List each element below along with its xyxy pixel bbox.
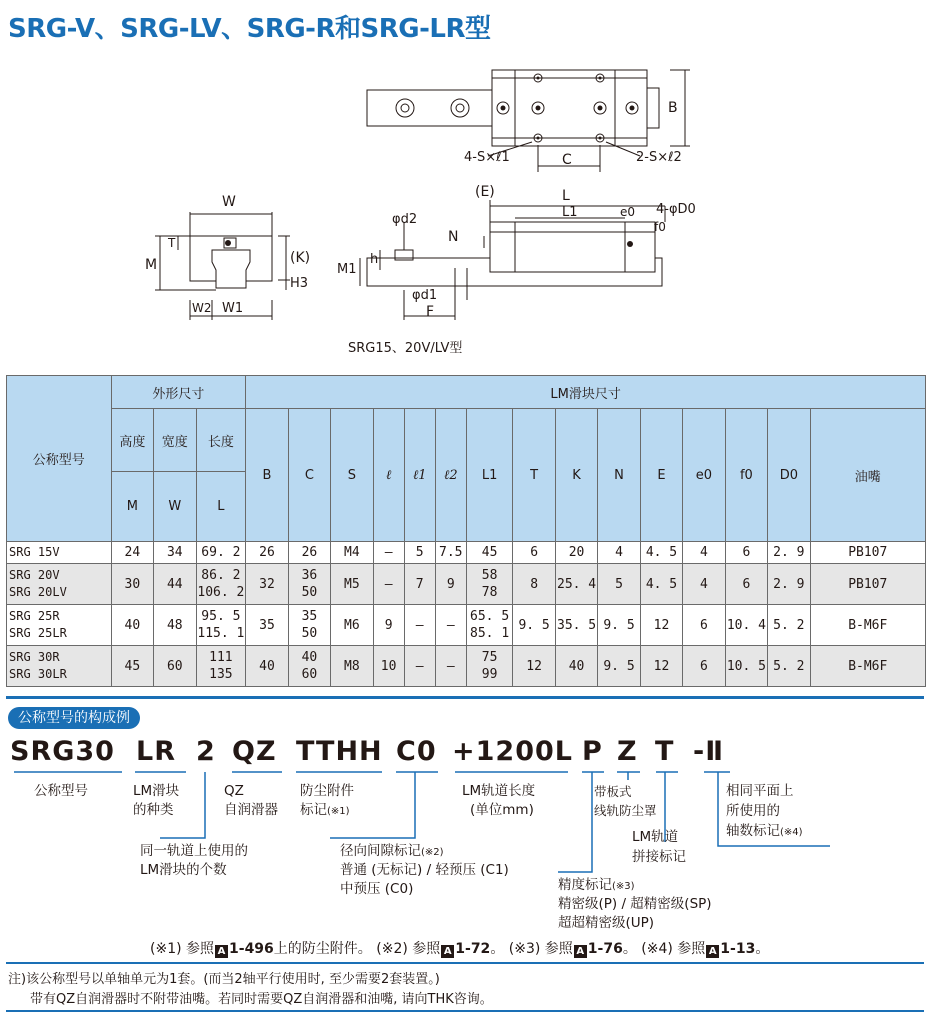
table-cell: 9 bbox=[373, 605, 404, 646]
section-title: 公称型号的构成例 bbox=[8, 707, 140, 729]
label-h: h bbox=[370, 252, 379, 267]
label-p2: 精密级(P) / 超精密级(SP) bbox=[558, 896, 712, 912]
header-col: ℓ2 bbox=[435, 409, 466, 542]
label-tthh-note: (※1) bbox=[327, 806, 350, 817]
label-F: F bbox=[426, 304, 435, 320]
table-cell: 10 bbox=[373, 646, 404, 687]
table-cell: 40 bbox=[246, 646, 288, 687]
header-col: C bbox=[288, 409, 330, 542]
code-part: QZ bbox=[232, 736, 277, 767]
table-cell: 32 bbox=[246, 564, 288, 605]
label-S: 4-S×ℓ1 bbox=[464, 150, 510, 165]
table-cell: 45 bbox=[111, 646, 153, 687]
table-cell: 5 bbox=[404, 542, 435, 564]
table-cell: M5 bbox=[331, 564, 373, 605]
header-col: e0 bbox=[683, 409, 725, 542]
a-icon: A bbox=[441, 945, 454, 958]
header-col: M bbox=[111, 472, 153, 542]
table-cell: 12 bbox=[513, 646, 555, 687]
table-cell: 35 50 bbox=[288, 605, 330, 646]
table-cell: 7.5 bbox=[435, 542, 466, 564]
label-p3: 超超精密级(UP) bbox=[558, 915, 655, 931]
table-cell: — bbox=[373, 542, 404, 564]
ref1-page: 1-496 bbox=[229, 941, 274, 957]
table-cell: 4 bbox=[683, 542, 725, 564]
table-cell: 20 bbox=[555, 542, 597, 564]
label-lr2: 的种类 bbox=[133, 802, 174, 818]
table-cell: 2. 9 bbox=[768, 564, 810, 605]
label-C: C bbox=[562, 152, 572, 168]
table-cell: — bbox=[404, 646, 435, 687]
ref2-suffix: 。 bbox=[490, 941, 505, 957]
a-icon: A bbox=[706, 945, 719, 958]
label-d2: φd2 bbox=[392, 212, 418, 227]
table-cell: 95. 5 115. 1 bbox=[196, 605, 246, 646]
table-cell: 8 bbox=[513, 564, 555, 605]
table-cell: 5 bbox=[598, 564, 640, 605]
label-c01-text: 径向间隙标记 bbox=[340, 843, 421, 859]
cell-model: SRG 20V SRG 20LV bbox=[7, 564, 112, 605]
header-col: K bbox=[555, 409, 597, 542]
header-col: ℓ bbox=[373, 409, 404, 542]
ref4-prefix: (※4) 参照 bbox=[641, 941, 706, 957]
table-cell: 35 bbox=[246, 605, 288, 646]
label-D0: 4-φD0 bbox=[656, 202, 696, 217]
table-cell: 40 60 bbox=[288, 646, 330, 687]
table-cell: 35. 5 bbox=[555, 605, 597, 646]
label-p-note: (※3) bbox=[612, 881, 635, 892]
header-col: D0 bbox=[768, 409, 810, 542]
ref3-prefix: (※3) 参照 bbox=[508, 941, 573, 957]
table-cell: 12 bbox=[640, 646, 682, 687]
a-icon: A bbox=[574, 945, 587, 958]
table-cell: 69. 2 bbox=[196, 542, 246, 564]
label-f0: f0 bbox=[654, 220, 666, 234]
code-part: LR bbox=[136, 736, 176, 767]
cell-model: SRG 15V bbox=[7, 542, 112, 564]
table-cell: 6 bbox=[683, 646, 725, 687]
header-col: ℓ1 bbox=[404, 409, 435, 542]
table-cell: 40 bbox=[111, 605, 153, 646]
table-cell: 4. 5 bbox=[640, 564, 682, 605]
label-c01 bbox=[340, 842, 444, 862]
table-cell: 44 bbox=[154, 564, 196, 605]
label-num1: 同一轨道上使用的 bbox=[140, 843, 248, 859]
header-oil: 油嘴 bbox=[810, 409, 925, 542]
header-col: B bbox=[246, 409, 288, 542]
header-col: T bbox=[513, 409, 555, 542]
table-cell: 2. 9 bbox=[768, 542, 810, 564]
table-cell: 9. 5 bbox=[598, 646, 640, 687]
table-cell: 40 bbox=[555, 646, 597, 687]
table-cell: 26 bbox=[246, 542, 288, 564]
label-z1: 带板式 bbox=[594, 784, 632, 799]
ref2-prefix: (※2) 参照 bbox=[376, 941, 441, 957]
header-col: N bbox=[598, 409, 640, 542]
table-cell: 58 78 bbox=[466, 564, 513, 605]
table-cell: 26 bbox=[288, 542, 330, 564]
table-cell: 10. 4 bbox=[725, 605, 767, 646]
code-part: P bbox=[582, 736, 603, 767]
label-ii-note: (※4) bbox=[780, 827, 803, 838]
table-cell: PB107 bbox=[810, 564, 925, 605]
table-cell: — bbox=[435, 605, 466, 646]
table-cell: 25. 4 bbox=[555, 564, 597, 605]
label-M1: M1 bbox=[337, 262, 357, 277]
header-lm: LM滑块尺寸 bbox=[246, 376, 926, 409]
label-L1: L1 bbox=[562, 205, 578, 220]
label-e0: e0 bbox=[620, 205, 636, 219]
notes-divider bbox=[6, 962, 924, 964]
code-part: C0 bbox=[396, 736, 437, 767]
table-cell: 5. 2 bbox=[768, 646, 810, 687]
label-B: B bbox=[668, 100, 678, 116]
label-c0-note: (※2) bbox=[421, 847, 444, 858]
label-qz1: QZ bbox=[224, 783, 244, 799]
table-cell: 86. 2 106. 2 bbox=[196, 564, 246, 605]
label-ii1: 相同平面上 bbox=[726, 783, 794, 799]
bottom-divider bbox=[6, 1010, 924, 1012]
table-cell: 10. 5 bbox=[725, 646, 767, 687]
code-part: -Ⅱ bbox=[693, 736, 724, 767]
table-cell: 12 bbox=[640, 605, 682, 646]
table-cell: 6 bbox=[725, 542, 767, 564]
ref4-page: 1-13 bbox=[720, 941, 756, 957]
table-cell: 6 bbox=[725, 564, 767, 605]
label-W2: W2 bbox=[192, 301, 212, 315]
table-cell: 6 bbox=[683, 605, 725, 646]
label-p1-text: 精度标记 bbox=[558, 877, 612, 893]
code-part: 2 bbox=[196, 736, 216, 767]
table-cell: 7 bbox=[404, 564, 435, 605]
label-z2: 线轨防尘罩 bbox=[594, 803, 657, 818]
table-cell: 4 bbox=[598, 542, 640, 564]
label-lr1: LM滑块 bbox=[133, 783, 180, 799]
label-ii3-text: 轴数标记 bbox=[726, 823, 780, 839]
table-cell: 65. 5 85. 1 bbox=[466, 605, 513, 646]
table-cell: 75 99 bbox=[466, 646, 513, 687]
label-d1: φd1 bbox=[412, 288, 438, 303]
label-N: N bbox=[448, 229, 459, 245]
table-cell: 34 bbox=[154, 542, 196, 564]
header-width: 宽度 bbox=[154, 409, 196, 472]
table-cell: 5. 2 bbox=[768, 605, 810, 646]
ref1-suffix: 上的防尘附件。 bbox=[273, 941, 372, 957]
header-col: W bbox=[154, 472, 196, 542]
label-t2: 拼接标记 bbox=[632, 849, 686, 865]
table-cell: 36 50 bbox=[288, 564, 330, 605]
table-cell: — bbox=[373, 564, 404, 605]
note-line: 带有QZ自润滑器时不附带油嘴。若同时需要QZ自润滑器和油嘴, 请向THK咨询。 bbox=[30, 992, 493, 1007]
label-tthh2 bbox=[300, 801, 350, 821]
table-cell: 45 bbox=[466, 542, 513, 564]
page-title: SRG-V、SRG-LV、SRG-R和SRG-LR型 bbox=[8, 14, 491, 44]
code-part: Z bbox=[617, 736, 638, 767]
ref3-suffix: 。 bbox=[622, 941, 637, 957]
table-cell: 48 bbox=[154, 605, 196, 646]
cell-model: SRG 30R SRG 30LR bbox=[7, 646, 112, 687]
header-col: E bbox=[640, 409, 682, 542]
label-len1: LM轨道长度 bbox=[462, 783, 536, 799]
label-ii2: 所使用的 bbox=[726, 803, 780, 819]
table-cell: 111 135 bbox=[196, 646, 246, 687]
label-c03: 中预压 (C0) bbox=[340, 881, 414, 897]
ref2-page: 1-72 bbox=[455, 941, 491, 957]
table-cell: 4. 5 bbox=[640, 542, 682, 564]
table-cell: PB107 bbox=[810, 542, 925, 564]
header-col: L bbox=[196, 472, 246, 542]
cell-model: SRG 25R SRG 25LR bbox=[7, 605, 112, 646]
code-part: T bbox=[655, 736, 675, 767]
label-qz2: 自润滑器 bbox=[224, 802, 278, 818]
label-c02: 普通 (无标记) / 轻预压 (C1) bbox=[340, 862, 509, 878]
header-col: L1 bbox=[466, 409, 513, 542]
code-part: TTHH bbox=[296, 736, 383, 767]
table-cell: 4 bbox=[683, 564, 725, 605]
header-height: 高度 bbox=[111, 409, 153, 472]
header-length: 长度 bbox=[196, 409, 246, 472]
label-ii3 bbox=[726, 822, 803, 842]
label-tthh2-text: 标记 bbox=[300, 802, 327, 818]
table-cell: 9. 5 bbox=[598, 605, 640, 646]
label-len2: (单位mm) bbox=[470, 802, 534, 818]
table-cell: M4 bbox=[331, 542, 373, 564]
label-model: 公称型号 bbox=[34, 783, 88, 799]
ref1-prefix: (※1) 参照 bbox=[150, 941, 215, 957]
ref3-page: 1-76 bbox=[587, 941, 623, 957]
drawing-caption: SRG15、20V/LV型 bbox=[348, 341, 463, 356]
label-l2: 2-S×ℓ2 bbox=[636, 150, 682, 165]
label-p1 bbox=[558, 876, 635, 896]
table-cell: M8 bbox=[331, 646, 373, 687]
label-M: M bbox=[145, 257, 158, 273]
label-K: (K) bbox=[290, 250, 311, 266]
label-W1: W1 bbox=[222, 301, 244, 316]
table-cell: M6 bbox=[331, 605, 373, 646]
table-cell: 30 bbox=[111, 564, 153, 605]
table-cell: 9. 5 bbox=[513, 605, 555, 646]
header-col: S bbox=[331, 409, 373, 542]
table-cell: 9 bbox=[435, 564, 466, 605]
label-tthh1: 防尘附件 bbox=[300, 783, 354, 799]
reference-notes bbox=[150, 938, 769, 958]
table-cell: — bbox=[404, 605, 435, 646]
label-num2: LM滑块的个数 bbox=[140, 862, 227, 878]
table-cell: B-M6F bbox=[810, 605, 925, 646]
table-cell: B-M6F bbox=[810, 646, 925, 687]
label-H3: H3 bbox=[290, 276, 309, 291]
code-part: +1200L bbox=[452, 736, 573, 767]
header-outer: 外形尺寸 bbox=[111, 376, 246, 409]
label-E: (E) bbox=[475, 184, 495, 200]
table-cell: 6 bbox=[513, 542, 555, 564]
a-icon: A bbox=[215, 945, 228, 958]
label-W: W bbox=[222, 194, 236, 210]
ref4-suffix: 。 bbox=[755, 941, 770, 957]
note-line: 注)该公称型号以单轴单元为1套。(而当2轴平行使用时, 至少需要2套装置。) bbox=[8, 972, 440, 987]
table-cell: — bbox=[435, 646, 466, 687]
label-t1: LM轨道 bbox=[632, 829, 679, 845]
table-cell: 60 bbox=[154, 646, 196, 687]
table-cell: 24 bbox=[111, 542, 153, 564]
code-part: SRG30 bbox=[10, 736, 115, 767]
label-L: L bbox=[562, 188, 570, 204]
label-T: T bbox=[168, 236, 176, 250]
header-col: f0 bbox=[725, 409, 767, 542]
header-model: 公称型号 bbox=[7, 376, 112, 542]
